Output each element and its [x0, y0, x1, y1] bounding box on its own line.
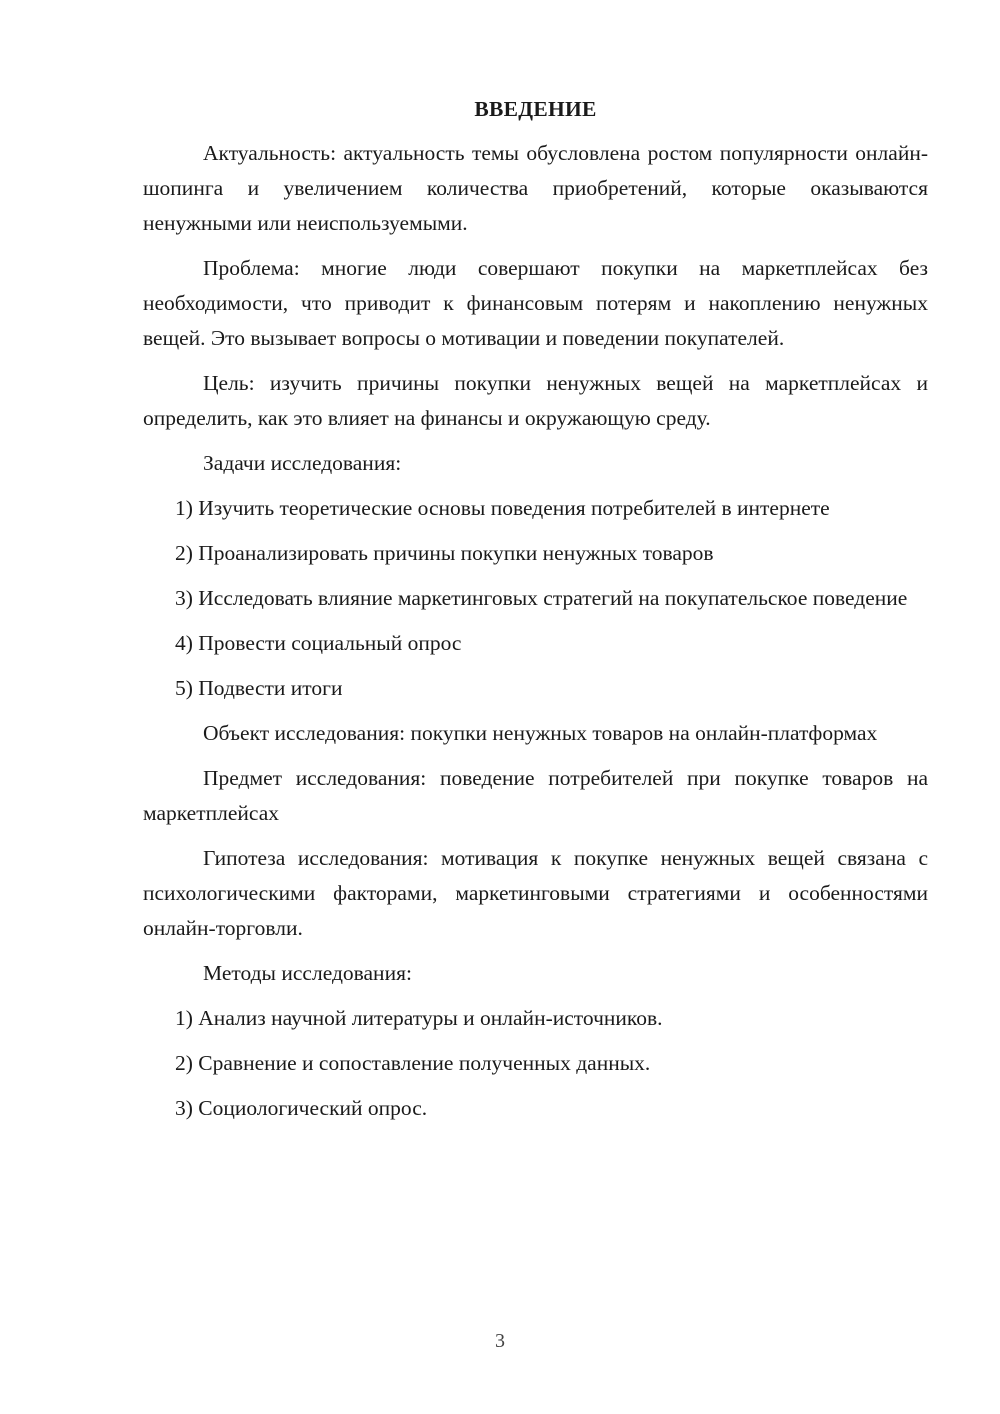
task-item-3: 3) Исследовать влияние маркетинговых стратегий на покупательское поведение: [175, 586, 908, 610]
task-item-1: 1) Изучить теоретические основы поведения потребителей в интернете: [175, 496, 830, 520]
methods-heading: Методы исследования:: [203, 961, 412, 985]
task-item-5: 5) Подвести итоги: [175, 676, 343, 700]
goal-paragraph: Цель: изучить причины покупки ненужных вещей на маркетплейсах и определить, как это влияет на финансы и окружающую среду.: [143, 371, 928, 430]
hypothesis-paragraph: Гипотеза исследования: мотивация к покупке ненужных вещей связана с психологическими факторами, маркетинговыми стратегиями и особенностями онлайн-торговли.: [143, 846, 928, 940]
relevance-paragraph: Актуальность: актуальность темы обусловлена ростом популярности онлайн-шопинга и увеличением количества приобретений, которые оказываются ненужными или неиспользуемыми.: [143, 141, 928, 235]
page-number: 3: [495, 1330, 505, 1352]
subject-paragraph: Предмет исследования: поведение потребителей при покупке товаров на маркетплейсах: [143, 766, 928, 825]
method-item-1: 1) Анализ научной литературы и онлайн-источников.: [175, 1006, 663, 1030]
method-item-3: 3) Социологический опрос.: [175, 1096, 428, 1120]
tasks-heading: Задачи исследования:: [203, 451, 402, 475]
page-title: ВВЕДЕНИЕ: [474, 97, 597, 121]
document-body: [143, 92, 928, 1136]
method-item-2: 2) Сравнение и сопоставление полученных данных.: [175, 1051, 651, 1075]
problem-paragraph: Проблема: многие люди совершают покупки на маркетплейсах без необходимости, что приводит к финансовым потерям и накоплению ненужных вещей. Это вызывает вопросы о мотивации и поведении покупателей.: [143, 256, 928, 350]
object-paragraph: Объект исследования: покупки ненужных товаров на онлайн-платформах: [203, 721, 878, 745]
task-item-4: 4) Провести социальный опрос: [175, 631, 462, 655]
task-item-2: 2) Проанализировать причины покупки ненужных товаров: [175, 541, 714, 565]
